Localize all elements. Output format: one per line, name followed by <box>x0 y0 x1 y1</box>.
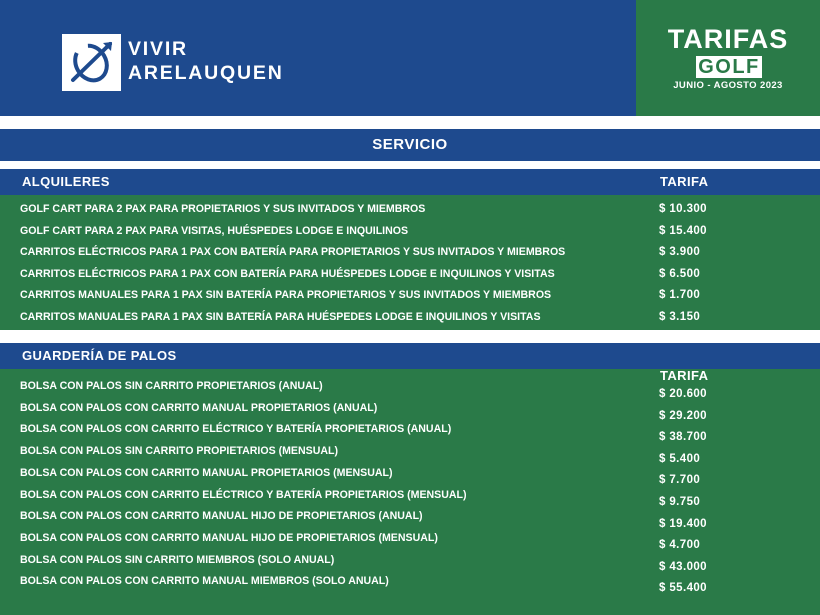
guarderia-row-price: $ 20.600 <box>659 388 707 400</box>
guarderia-row-item: BOLSA CON PALOS CON CARRITO MANUAL HIJO DE PROPIETARIOS (MENSUAL) <box>20 531 438 544</box>
guarderia-row-item: BOLSA CON PALOS SIN CARRITO MIEMBROS (SOLO ANUAL) <box>20 553 335 566</box>
guarderia-row-price: $ 9.750 <box>659 496 701 508</box>
guarderia-row-price: $ 4.700 <box>659 539 701 552</box>
alquileres-heading: ALQUILERES <box>22 174 110 189</box>
alquileres-row-price: $ 3.900 <box>659 246 701 259</box>
guarderia-row-item: BOLSA CON PALOS SIN CARRITO PROPIETARIOS (ANUAL) <box>20 380 323 392</box>
guarderia-row-price: $ 5.400 <box>659 452 701 465</box>
brand-line-1: VIVIR <box>128 38 188 60</box>
alquileres-row-item: CARRITOS ELÉCTRICOS PARA 1 PAX CON BATERÍA PARA PROPIETARIOS Y SUS INVITADOS Y MIEMBROS <box>20 246 566 259</box>
guarderia-row-item: BOLSA CON PALOS CON CARRITO ELÉCTRICO Y BATERÍA PROPIETARIOS (MENSUAL) <box>20 488 467 501</box>
guarderia-row-item: BOLSA CON PALOS CON CARRITO MANUAL PROPIETARIOS (ANUAL) <box>20 401 378 414</box>
alquileres-row-price: $ 10.300 <box>659 203 707 215</box>
guarderia-row-price: $ 7.700 <box>659 474 701 487</box>
alquileres-row-item: GOLF CART PARA 2 PAX PARA PROPIETARIOS Y SUS INVITADOS Y MIEMBROS <box>20 203 426 215</box>
alquileres-row-price: $ 1.700 <box>659 289 701 302</box>
guarderia-row-price: $ 19.400 <box>659 517 707 530</box>
alquileres-row-price: $ 6.500 <box>659 267 701 280</box>
guarderia-heading: GUARDERÍA DE PALOS <box>22 348 177 363</box>
guarderia-row-item: BOLSA CON PALOS CON CARRITO MANUAL MIEMBROS (SOLO ANUAL) <box>20 575 389 588</box>
brand-line-2: ARELAUQUEN <box>128 62 284 84</box>
alquileres-row-price: $ 15.400 <box>659 224 707 237</box>
alquileres-row-item: GOLF CART PARA 2 PAX PARA VISITAS, HUÉSPEDES LODGE E INQUILINOS <box>20 224 409 237</box>
guarderia-row-item: BOLSA CON PALOS CON CARRITO ELÉCTRICO Y BATERÍA PROPIETARIOS (ANUAL) <box>20 423 452 436</box>
alquileres-row-item: CARRITOS MANUALES PARA 1 PAX SIN BATERÍA PARA HUÉSPEDES LODGE E INQUILINOS Y VISITAS <box>20 311 541 323</box>
guarderia-row-price: $ 55.400 <box>659 582 707 595</box>
alquileres-row-price: $ 3.150 <box>659 311 701 323</box>
guarderia-row-price: $ 43.000 <box>659 560 707 573</box>
alquileres-row-item: CARRITOS MANUALES PARA 1 PAX SIN BATERÍA PARA PROPIETARIOS Y SUS INVITADOS Y MIEMBROS <box>20 289 552 302</box>
guarderia-row-price: $ 38.700 <box>659 431 707 444</box>
period-label: JUNIO - AGOSTO 2023 <box>673 80 783 91</box>
guarderia-row-item: BOLSA CON PALOS CON CARRITO MANUAL HIJO DE PROPIETARIOS (ANUAL) <box>20 510 423 523</box>
alquileres-row-item: CARRITOS ELÉCTRICOS PARA 1 PAX CON BATERÍA PARA HUÉSPEDES LODGE E INQUILINOS Y VISITAS <box>20 267 555 280</box>
golf-badge: GOLF <box>696 56 762 78</box>
guarderia-row-price: $ 29.200 <box>659 409 707 422</box>
tarifas-title: TARIFAS <box>667 24 789 54</box>
servicio-heading: SERVICIO <box>372 136 448 153</box>
alquileres-tarifa-label: TARIFA <box>660 174 709 189</box>
guarderia-row-item: BOLSA CON PALOS SIN CARRITO PROPIETARIOS (MENSUAL) <box>20 445 339 458</box>
brand-name <box>128 37 284 85</box>
guarderia-tarifa-label: TARIFA <box>660 368 709 383</box>
guarderia-row-item: BOLSA CON PALOS CON CARRITO MANUAL PROPIETARIOS (MENSUAL) <box>20 466 393 479</box>
vivir-arelauquen-logo-icon <box>62 34 121 91</box>
